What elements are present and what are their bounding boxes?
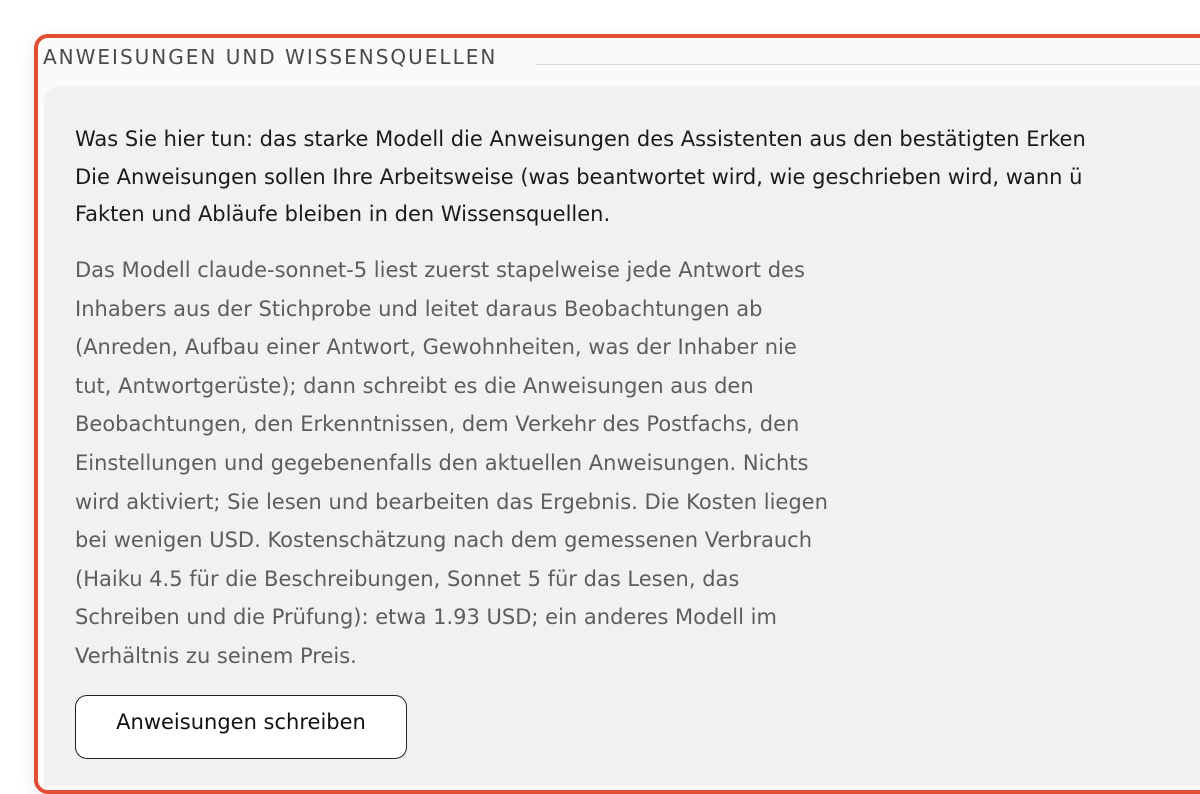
description-line: Verhältnis zu seinem Preis. xyxy=(75,643,357,668)
description-line: (Anreden, Aufbau einer Antwort, Gewohnheiten, was der Inhaber nie xyxy=(75,335,797,360)
description-line: Beobachtungen, den Erkenntnissen, dem Verkehr des Postfachs, den xyxy=(75,412,800,437)
intro-line: Die Anweisungen sollen Ihre Arbeitsweise (was beantwortet wird, wie geschrieben wird, wann ü xyxy=(75,164,1083,189)
title-divider xyxy=(536,64,1200,65)
section-title: ANWEISUNGEN UND WISSENSQUELLEN xyxy=(43,45,498,69)
description-line: Einstellungen und gegebenenfalls den aktuellen Anweisungen. Nichts xyxy=(75,450,809,475)
description-line: Das Modell claude-sonnet-5 liest zuerst stapelweise jede Antwort des xyxy=(75,258,805,282)
description-line: Inhabers aus der Stichprobe und leitet daraus Beobachtungen ab xyxy=(75,296,763,321)
process-description xyxy=(75,251,935,676)
write-instructions-button[interactable]: Anweisungen schreiben xyxy=(75,695,407,759)
description-line: (Haiku 4.5 für die Beschreibungen, Sonnet 5 für das Lesen, das xyxy=(75,566,740,591)
description-line: wird aktiviert; Sie lesen und bearbeiten das Ergebnis. Die Kosten liegen xyxy=(75,489,828,514)
description-line: bei wenigen USD. Kostenschätzung nach dem gemessenen Verbrauch xyxy=(75,528,812,553)
intro-text xyxy=(75,121,1200,234)
description-line: tut, Antwortgerüste); dann schreibt es die Anweisungen aus den xyxy=(75,373,754,398)
intro-line: Fakten und Abläufe bleiben in den Wissensquellen. xyxy=(75,202,611,226)
description-line: Schreiben und die Prüfung): etwa 1.93 USD; ein anderes Modell im xyxy=(75,605,777,630)
intro-line: Was Sie hier tun: das starke Modell die Anweisungen des Assistenten aus den bestätigten Erken xyxy=(75,127,1086,151)
